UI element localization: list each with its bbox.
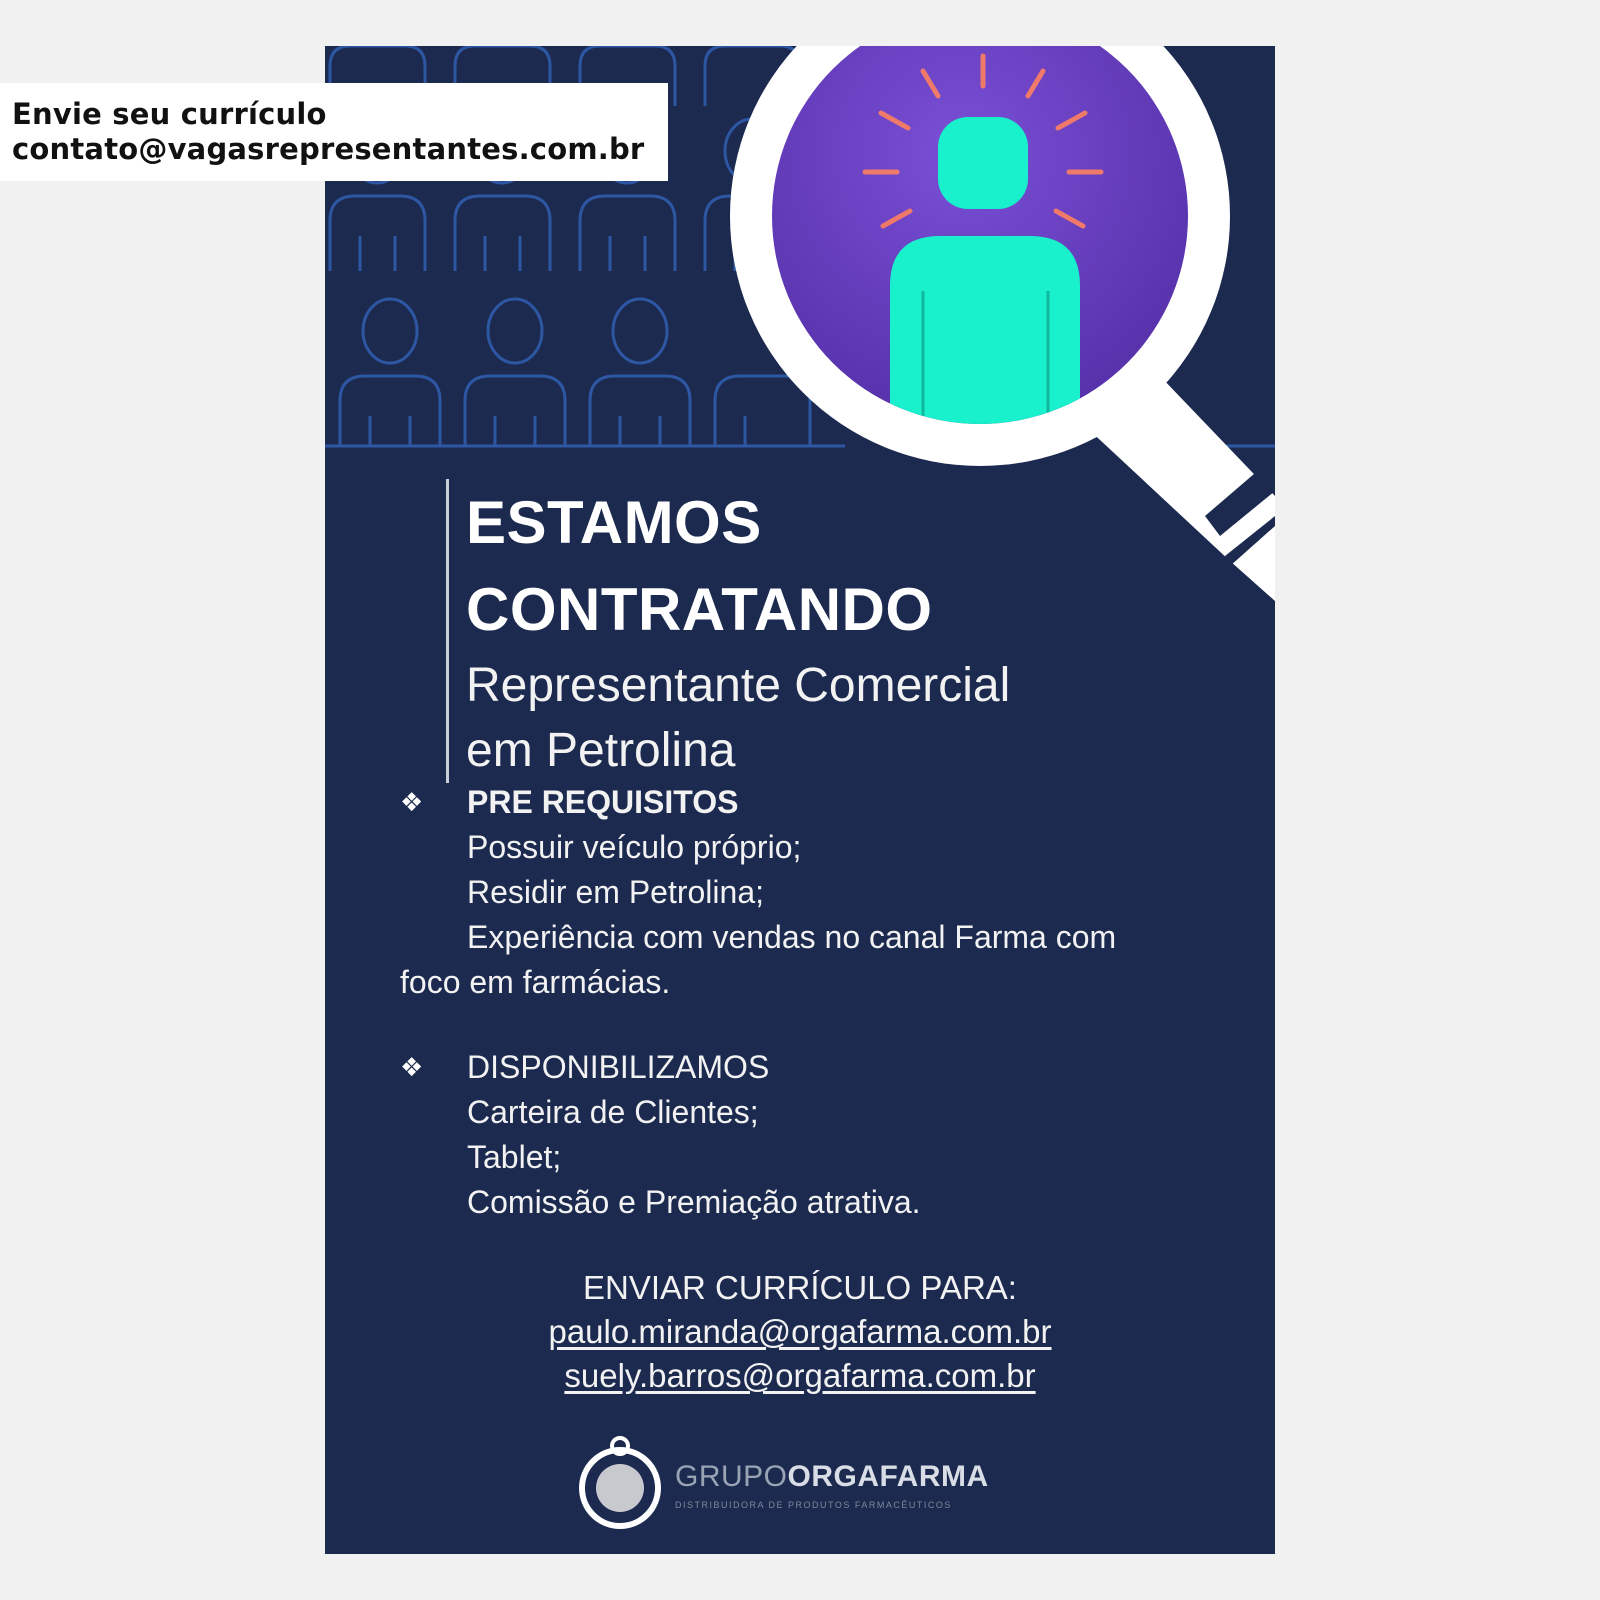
logo-icon xyxy=(575,1432,665,1532)
requirements-title: PRE REQUISITOS xyxy=(467,784,739,820)
company-logo xyxy=(575,1432,1035,1532)
email-link-paulo[interactable]: paulo.miranda@orgafarma.com.br xyxy=(548,1313,1052,1350)
headline-line1: ESTAMOS xyxy=(466,489,762,556)
logo-tagline: DISTRIBUIDORA DE PRODUTOS FARMACÊUTICOS xyxy=(675,1500,952,1510)
offer-item: Comissão e Premiação atrativa. xyxy=(467,1184,921,1220)
requirement-item: Residir em Petrolina; xyxy=(467,874,764,910)
logo-brand: GRUPOORGAFARMA xyxy=(675,1460,989,1493)
job-poster xyxy=(325,46,1275,1554)
offers-title: DISPONIBILIZAMOS xyxy=(467,1049,770,1085)
headline-block xyxy=(446,479,1010,783)
requirement-item: Experiência com vendas no canal Farma com xyxy=(467,919,1117,955)
headline-line2: CONTRATANDO xyxy=(466,576,933,643)
requirement-item: Possuir veículo próprio; xyxy=(467,829,802,865)
offer-item: Tablet; xyxy=(467,1139,562,1175)
diamond-bullet-icon: ❖ xyxy=(400,787,424,817)
offers-section xyxy=(400,1045,921,1225)
offer-item: Carteira de Clientes; xyxy=(467,1094,759,1130)
resume-note-box xyxy=(0,83,668,181)
requirements-section xyxy=(400,780,1116,1005)
diamond-bullet-icon: ❖ xyxy=(400,1052,424,1082)
resume-note-line1: Envie seu currículo xyxy=(12,97,327,131)
resume-note-email[interactable]: contato@vagasrepresentantes.com.br xyxy=(12,132,645,166)
send-resume-section xyxy=(325,1266,1275,1398)
email-link-suely[interactable]: suely.barros@orgafarma.com.br xyxy=(564,1357,1036,1394)
job-title-line1: Representante Comercial xyxy=(466,659,1011,712)
job-title-line2: em Petrolina xyxy=(466,724,736,777)
send-resume-title: ENVIAR CURRÍCULO PARA: xyxy=(583,1269,1017,1306)
requirement-item-continued: foco em farmácias. xyxy=(400,964,671,1000)
